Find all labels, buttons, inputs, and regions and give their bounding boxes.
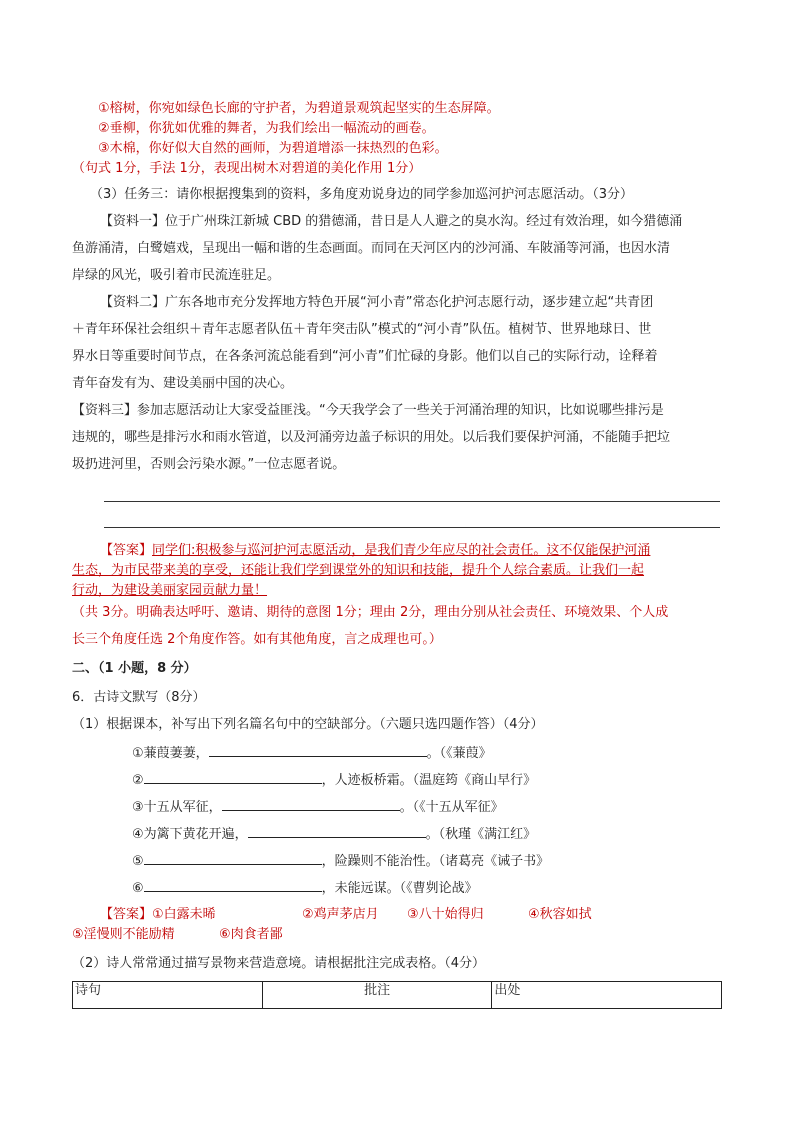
table-header-poem: 诗句 [73, 982, 263, 1009]
answer2-line-2 [72, 926, 283, 944]
material3-tag: 【资料三】 [72, 403, 138, 418]
fill-blank-5[interactable] [144, 851, 322, 865]
fill-item-2-after: ，人迹板桥霜。（温庭筠《商山早行》 [321, 773, 537, 788]
answer2-item-5: ⑤淫慢则不能励精 [72, 927, 175, 942]
fill-item-4-after: 。（秋瑾《满江红》 [425, 827, 537, 842]
table-header-source: 出处 [492, 982, 722, 1009]
fill-item-5-after: ，险躁则不能治性。（诸葛亮《诫子书》 [321, 854, 550, 869]
example-line-3: ③木棉，你好似大自然的画师，为碧道增添一抹热烈的色彩。 [98, 141, 448, 156]
scoring-note-2-line-2: 长三个角度任选 2个角度作答。如有其他角度，言之成理也可。） [72, 632, 442, 647]
fill-item-1-before: ①蒹葭萋萋， [132, 746, 209, 761]
material2-line-1 [100, 294, 653, 312]
material2-line-2: ＋青年环保社会组织＋青年志愿者队伍＋青年突击队”模式的“河小青”队伍。植树节、世界地球日、世 [72, 322, 652, 337]
material1-line-2: 鱼游涌清，白鹭嬉戏，呈现出一幅和谐的生态画面。而同在天河区内的沙河涌、车陂涌等河涌，也因水清 [72, 241, 671, 256]
fill-item-5-before: ⑤ [132, 854, 144, 869]
q6-subquestion-2: （2）诗人常常通过描写景物来营造意境。请根据批注完成表格。（4分） [72, 956, 486, 971]
table-header-row [73, 982, 722, 1009]
material3-line-2: 违规的，哪些是排污水和雨水管道，以及河涌旁边盖子标识的用处。以后我们要保护河涌，不能随手把垃 [72, 430, 671, 445]
fill-item-2-before: ② [132, 773, 144, 788]
table-header-annotation: 批注 [262, 982, 492, 1009]
fill-item-5 [132, 851, 549, 871]
fill-blank-2[interactable] [144, 770, 322, 784]
fill-item-1-after: 。（《蒹葭》 [426, 746, 492, 761]
fill-blank-1[interactable] [209, 743, 427, 757]
fill-blank-4[interactable] [248, 824, 426, 838]
scoring-note-1: （句式 1分，手法 1分，表现出树木对碧道的美化作用 1分） [72, 161, 422, 176]
material1-line-1 [100, 213, 682, 231]
example-line-1: ①榕树，你宛如绿色长廊的守护者，为碧道景观筑起坚实的生态屏障。 [98, 101, 500, 116]
material1-line-3: 岸绿的风光，吸引着市民流连驻足。 [72, 268, 281, 283]
material2-line-4: 青年奋发有为、建设美丽中国的决心。 [72, 376, 294, 391]
fill-item-2 [132, 770, 536, 790]
example-line-2: ②垂柳，你犹如优雅的舞者，为我们绘出一幅流动的画卷。 [98, 121, 435, 136]
material3-line-3: 圾扔进河里，否则会污染水源。”一位志愿者说。 [72, 457, 346, 472]
fill-item-3-after: 。（《十五从军征》 [399, 800, 504, 815]
fill-item-6-after: ，未能远谋。（《曹刿论战》 [321, 881, 478, 896]
fill-item-3-before: ③十五从军征， [132, 800, 222, 815]
answer2-item-3: ③八十始得归 [407, 907, 484, 922]
material1-tag: 【资料一】 [100, 214, 166, 229]
answer1-line-1 [100, 542, 650, 560]
section2-title: 二、（1 小题，8 分） [72, 661, 197, 676]
fill-blank-3[interactable] [222, 797, 400, 811]
fill-item-6-before: ⑥ [132, 881, 144, 896]
poem-table [72, 981, 722, 1009]
material3-line-1 [72, 402, 664, 420]
answer-blank-line-2[interactable] [104, 527, 720, 528]
material3-text-1: 参加志愿活动让大家受益匪浅。“今天我学会了一些关于河涌治理的知识，比如说哪些排污是 [137, 403, 664, 418]
answer2-line-1 [100, 906, 592, 924]
answer2-item-6: ⑥肉食者鄙 [219, 927, 283, 942]
material1-text-1: 位于广州珠江新城 CBD 的猎德涌，昔日是人人避之的臭水沟。经过有效治理，如今猎德涌 [165, 214, 683, 229]
answer1-line-2: 生态，为市民带来美的享受，还能让我们学到课堂外的知识和技能，提升个人综合素质。让我们一起 [72, 563, 645, 578]
answer2-tag: 【答案】 [100, 907, 153, 922]
fill-item-4 [132, 824, 536, 844]
fill-item-3 [132, 797, 504, 817]
answer2-item-4: ④秋容如拭 [528, 907, 592, 922]
answer2-item-2: ②鸡声茅店月 [302, 907, 379, 922]
q6-title: 6．古诗文默写（8分） [72, 690, 206, 705]
answer1-line-3: 行动，为建设美丽家园贡献力量！ [72, 583, 268, 598]
fill-blank-6[interactable] [144, 878, 322, 892]
task3-prompt: （3）任务三：请你根据搜集到的资料，多角度劝说身边的同学参加巡河护河志愿活动。（3分） [90, 187, 634, 202]
material2-tag: 【资料二】 [100, 295, 166, 310]
answer-blank-line-1[interactable] [104, 501, 720, 502]
answer2-item-1: ①白露未晞 [152, 907, 216, 922]
fill-item-6 [132, 878, 478, 898]
material2-text-1: 广东各地市充分发挥地方特色开展“河小青”常态化护河志愿行动，逐步建立起“共青团 [165, 295, 654, 310]
q6-subquestion-1: （1）根据课本，补写出下列名篇名句中的空缺部分。（六题只选四题作答）（4分） [72, 717, 544, 732]
scoring-note-2-line-1: （共 3分。明确表达呼吁、邀请、期待的意图 1分；理由 2分，理由分别从社会责任、环境效果、个人成 [72, 605, 669, 620]
answer1-text-1: 同学们:积极参与巡河护河志愿活动，是我们青少年应尽的社会责任。这不仅能保护河涌 [152, 543, 651, 558]
material2-line-3: 界水日等重要时间节点，在各条河流总能看到“河小青”们忙碌的身影。他们以自己的实际行动，诠释着 [72, 349, 658, 364]
fill-item-1 [132, 743, 492, 763]
fill-item-4-before: ④为篱下黄花开遍， [132, 827, 248, 842]
answer1-tag: 【答案】 [100, 543, 153, 558]
